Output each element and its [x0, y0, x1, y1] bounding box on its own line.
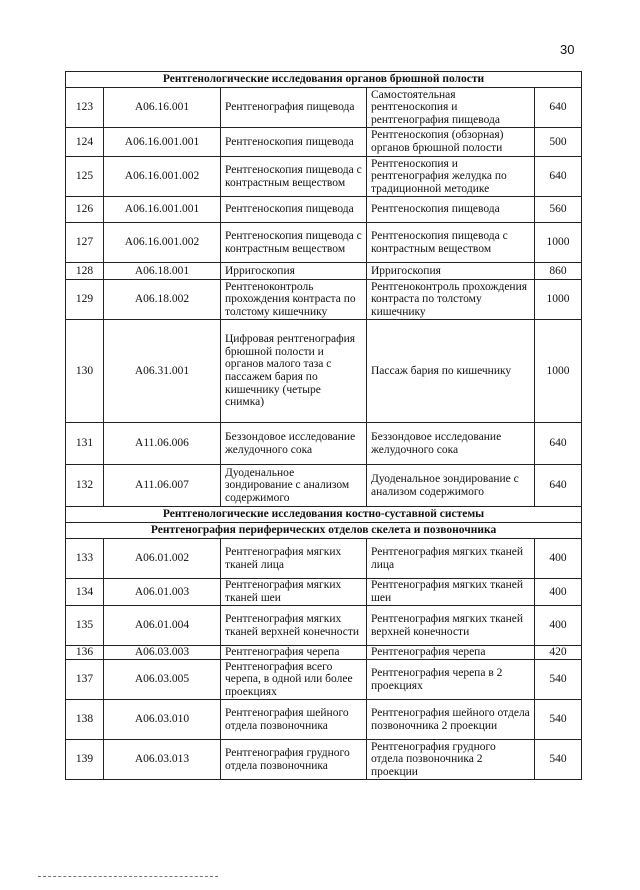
price-table [65, 71, 582, 780]
table-row [66, 263, 582, 280]
service-price: 1000 [535, 320, 582, 423]
service-code: A06.16.001 [104, 88, 221, 128]
service-name: Рентгенография грудного отдела позвоночника [221, 740, 367, 780]
service-code: A06.31.001 [104, 320, 221, 423]
service-description: Рентгенография шейного отдела позвоночника 2 проекции [367, 700, 535, 740]
service-name: Цифровая рентгенография брюшной полости и органов малого таза с пассажем бария по кишечнику (четыре снимка) [221, 320, 367, 423]
service-price: 1000 [535, 223, 582, 263]
table-row [66, 700, 582, 740]
service-description: Рентгенография черепа [367, 646, 535, 660]
section-row [66, 72, 582, 88]
table-row [66, 88, 582, 128]
section-row [66, 507, 582, 523]
service-description: Рентгеноскопия (обзорная) органов брюшной полости [367, 128, 535, 157]
table-row [66, 157, 582, 197]
service-name: Рентгеноскопия пищевода [221, 128, 367, 157]
row-number: 124 [66, 128, 104, 157]
service-price: 560 [535, 197, 582, 223]
service-description: Рентгеноскопия пищевода [367, 197, 535, 223]
service-description: Рентгенография мягких тканей лица [367, 539, 535, 579]
service-code: A06.03.010 [104, 700, 221, 740]
table-row [66, 128, 582, 157]
row-number: 130 [66, 320, 104, 423]
service-price: 1000 [535, 280, 582, 320]
service-price: 540 [535, 660, 582, 700]
service-name: Дуоденальное зондирование с анализом содержимого [221, 465, 367, 507]
service-name: Рентгеноконтроль прохождения контраста по толстому кишечнику [221, 280, 367, 320]
table-row [66, 320, 582, 423]
row-number: 131 [66, 423, 104, 465]
row-number: 123 [66, 88, 104, 128]
service-description: Рентгенография мягких тканей шеи [367, 579, 535, 606]
service-price: 540 [535, 700, 582, 740]
service-code: A06.16.001.002 [104, 223, 221, 263]
service-code: A06.18.002 [104, 280, 221, 320]
row-number: 139 [66, 740, 104, 780]
service-price: 860 [535, 263, 582, 280]
service-code: A11.06.006 [104, 423, 221, 465]
service-name: Рентгенография черепа [221, 646, 367, 660]
table-row [66, 660, 582, 700]
row-number: 125 [66, 157, 104, 197]
service-code: A06.01.003 [104, 579, 221, 606]
price-table-body [66, 72, 582, 780]
table-row [66, 740, 582, 780]
service-price: 640 [535, 423, 582, 465]
page-number: 30 [560, 42, 575, 57]
service-price: 540 [535, 740, 582, 780]
service-description: Дуоденальное зондирование с анализом содержимого [367, 465, 535, 507]
service-name: Рентгенография всего черепа, в одной или более проекциях [221, 660, 367, 700]
service-code: A06.16.001.001 [104, 128, 221, 157]
section-title: Рентгенологические исследования органов брюшной полости [66, 72, 582, 88]
row-number: 128 [66, 263, 104, 280]
service-price: 400 [535, 539, 582, 579]
service-description: Рентгеноскопия пищевода с контрастным веществом [367, 223, 535, 263]
table-row [66, 465, 582, 507]
table-row [66, 579, 582, 606]
service-price: 640 [535, 157, 582, 197]
service-price: 640 [535, 465, 582, 507]
row-number: 135 [66, 606, 104, 646]
service-description: Рентгенография грудного отдела позвоночника 2 проекции [367, 740, 535, 780]
row-number: 137 [66, 660, 104, 700]
row-number: 132 [66, 465, 104, 507]
service-code: A06.16.001.002 [104, 157, 221, 197]
row-number: 136 [66, 646, 104, 660]
service-description: Рентгенография мягких тканей верхней конечности [367, 606, 535, 646]
service-code: A11.06.007 [104, 465, 221, 507]
row-number: 134 [66, 579, 104, 606]
service-name: Рентгенография мягких тканей шеи [221, 579, 367, 606]
service-name: Рентгенография мягких тканей лица [221, 539, 367, 579]
service-name: Рентгеноскопия пищевода с контрастным веществом [221, 157, 367, 197]
table-row [66, 197, 582, 223]
service-description: Пассаж бария по кишечнику [367, 320, 535, 423]
service-code: A06.16.001.001 [104, 197, 221, 223]
service-code: A06.01.002 [104, 539, 221, 579]
table-row [66, 539, 582, 579]
service-price: 640 [535, 88, 582, 128]
service-name: Рентгенография шейного отдела позвоночника [221, 700, 367, 740]
service-code: A06.03.003 [104, 646, 221, 660]
service-name: Ирригоскопия [221, 263, 367, 280]
section-row [66, 523, 582, 539]
service-code: A06.03.005 [104, 660, 221, 700]
row-number: 129 [66, 280, 104, 320]
service-description: Самостоятельная рентгеноскопия и рентгенография пищевода [367, 88, 535, 128]
service-code: A06.18.001 [104, 263, 221, 280]
service-description: Рентгеноконтроль прохождения контраста по толстому кишечнику [367, 280, 535, 320]
table-row [66, 280, 582, 320]
service-code: A06.03.013 [104, 740, 221, 780]
table-row [66, 223, 582, 263]
service-description: Рентгенография черепа в 2 проекциях [367, 660, 535, 700]
row-number: 138 [66, 700, 104, 740]
section-title: Рентгенография периферических отделов скелета и позвоночника [66, 523, 582, 539]
row-number: 126 [66, 197, 104, 223]
footer-divider [38, 876, 218, 877]
row-number: 127 [66, 223, 104, 263]
service-price: 500 [535, 128, 582, 157]
service-price: 420 [535, 646, 582, 660]
service-name: Беззондовое исследование желудочного сока [221, 423, 367, 465]
table-row [66, 423, 582, 465]
service-code: A06.01.004 [104, 606, 221, 646]
service-description: Рентгеноскопия и рентгенография желудка по традиционной методике [367, 157, 535, 197]
service-name: Рентгеноскопия пищевода [221, 197, 367, 223]
service-name: Рентгенография пищевода [221, 88, 367, 128]
service-description: Беззондовое исследование желудочного сока [367, 423, 535, 465]
service-description: Ирригоскопия [367, 263, 535, 280]
table-row [66, 646, 582, 660]
service-price: 400 [535, 606, 582, 646]
table-row [66, 606, 582, 646]
service-name: Рентгенография мягких тканей верхней конечности [221, 606, 367, 646]
service-price: 400 [535, 579, 582, 606]
row-number: 133 [66, 539, 104, 579]
section-title: Рентгенологические исследования костно-суставной системы [66, 507, 582, 523]
service-name: Рентгеноскопия пищевода с контрастным веществом [221, 223, 367, 263]
